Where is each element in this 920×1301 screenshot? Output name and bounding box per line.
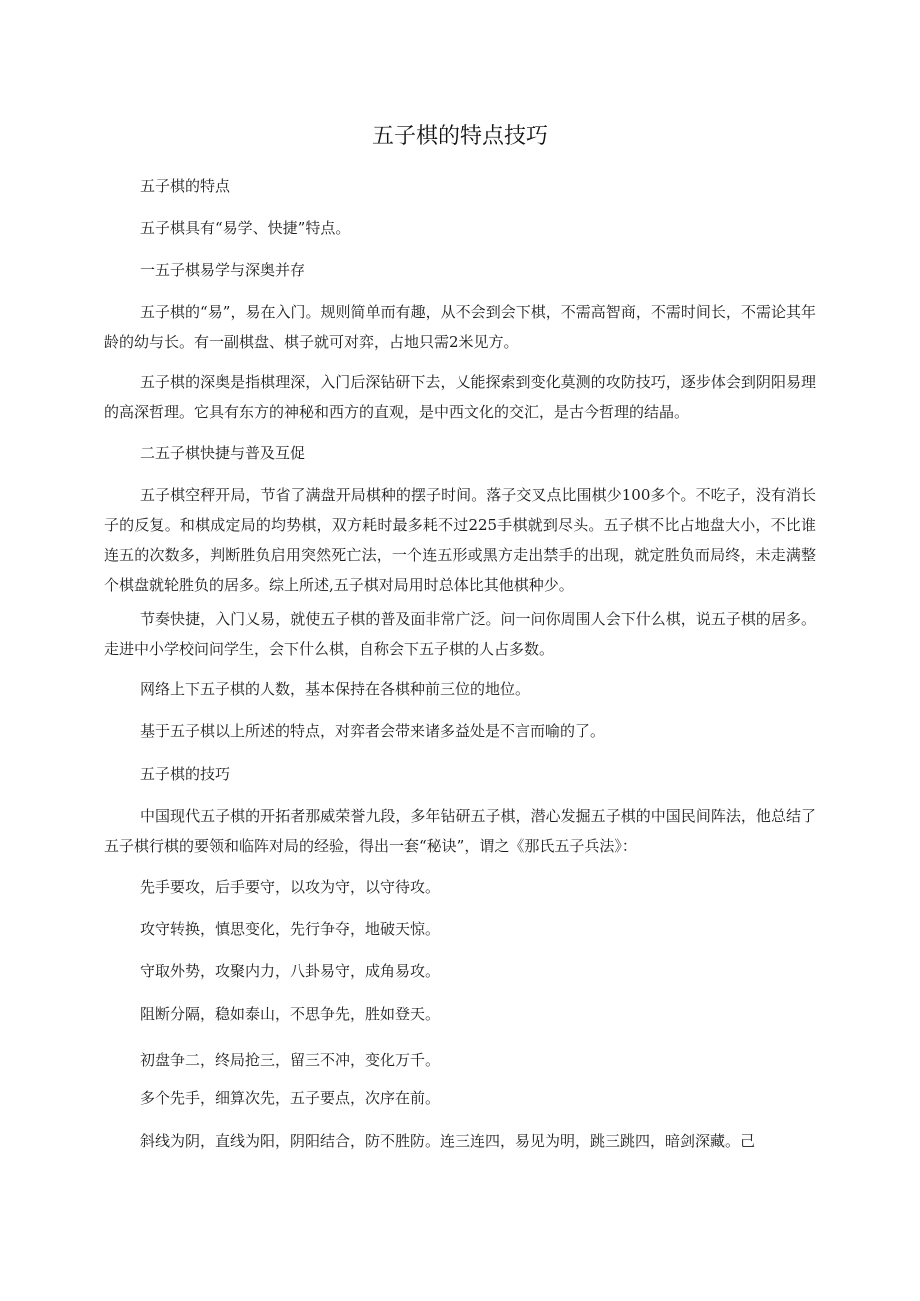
subheading-fast-popular: 二五子棋快捷与普及互促 <box>140 444 306 462</box>
verse-line-4: 阻断分隔，稳如泰山，不思争先，胜如登天。 <box>140 1005 441 1023</box>
paragraph-naishi: 中国现代五子棋的开拓者那威荣誉九段，多年钻研五子棋，潜心发掘五子棋的中国民间阵法，他总结了五子棋行棋的要领和临阵对局的经验，得出一套“秘诀”，谓之《那氏五子兵法》： <box>104 807 816 855</box>
verse-line-5: 初盘争二，终局抢三，留三不冲，变化万千。 <box>140 1051 441 1069</box>
paragraph-online: 网络上下五子棋的人数，基本保持在各棋种前三位的地位。 <box>140 680 531 698</box>
section-heading-techniques: 五子棋的技巧 <box>140 765 231 783</box>
paragraph-fast: 五子棋空秤开局，节省了满盘开局棋种的摆子时间。落子交叉点比围棋少100多个。不吃子，没有消长子的反复。和棋成定局的均势棋，双方耗时最多耗不过225手棋就到尽头。五子棋不比占地盘大小，不比谁连五的次数多，判断胜负启用突然死亡法，一个连五形或黑方走出禁手的出现，就定胜负而局终，未走满整个棋盘就轮胜负的居多。综上所述,五子棋对局用时总体比其他棋种少。 <box>104 486 816 594</box>
verse-line-3: 守取外势，攻聚内力，八卦易守，成角易攻。 <box>140 962 441 980</box>
page-title: 五子棋的特点技巧 <box>371 124 548 149</box>
paragraph-benefits: 基于五子棋以上所述的特点，对弈者会带来诸多益处是不言而喻的了。 <box>140 722 606 740</box>
paragraph-intro: 五子棋具有“易学、快捷”特点。 <box>140 219 351 237</box>
paragraph-easy: 五子棋的“易”，易在入门。规则简单而有趣，从不会到会下棋，不需高智商，不需时间长，不需论其年龄的幼与长。有一副棋盘、棋子就可对弈，占地只需2米见方。 <box>104 303 816 351</box>
verse-line-6: 多个先手，细算次先，五子要点，次序在前。 <box>140 1089 441 1107</box>
verse-line-2: 攻守转换，慎思变化，先行争夺，地破天惊。 <box>140 920 441 938</box>
subheading-easy-deep: 一五子棋易学与深奥并存 <box>140 261 306 279</box>
paragraph-popular: 节奏快捷，入门乂易，就使五子棋的普及面非常广泛。问一问你周围人会下什么棋，说五子棋的居多。走进中小学校问问学生，会下什么棋，自称会下五子棋的人占多数。 <box>104 610 816 658</box>
verse-line-1: 先手要攻，后手要守，以攻为守，以守待攻。 <box>140 878 441 896</box>
verse-line-7: 斜线为阴，直线为阳，阴阳结合，防不胜防。连三连四，易见为明，跳三跳四，暗剑深藏。己 <box>140 1132 756 1150</box>
section-heading-features: 五子棋的特点 <box>140 177 231 195</box>
paragraph-deep: 五子棋的深奥是指棋理深，入门后深钻研下去，乂能探索到变化莫测的攻防技巧，逐步体会到阴阳易理的高深哲理。它具有东方的神秘和西方的直观，是中西文化的交汇，是古今哲理的结晶。 <box>104 373 816 421</box>
